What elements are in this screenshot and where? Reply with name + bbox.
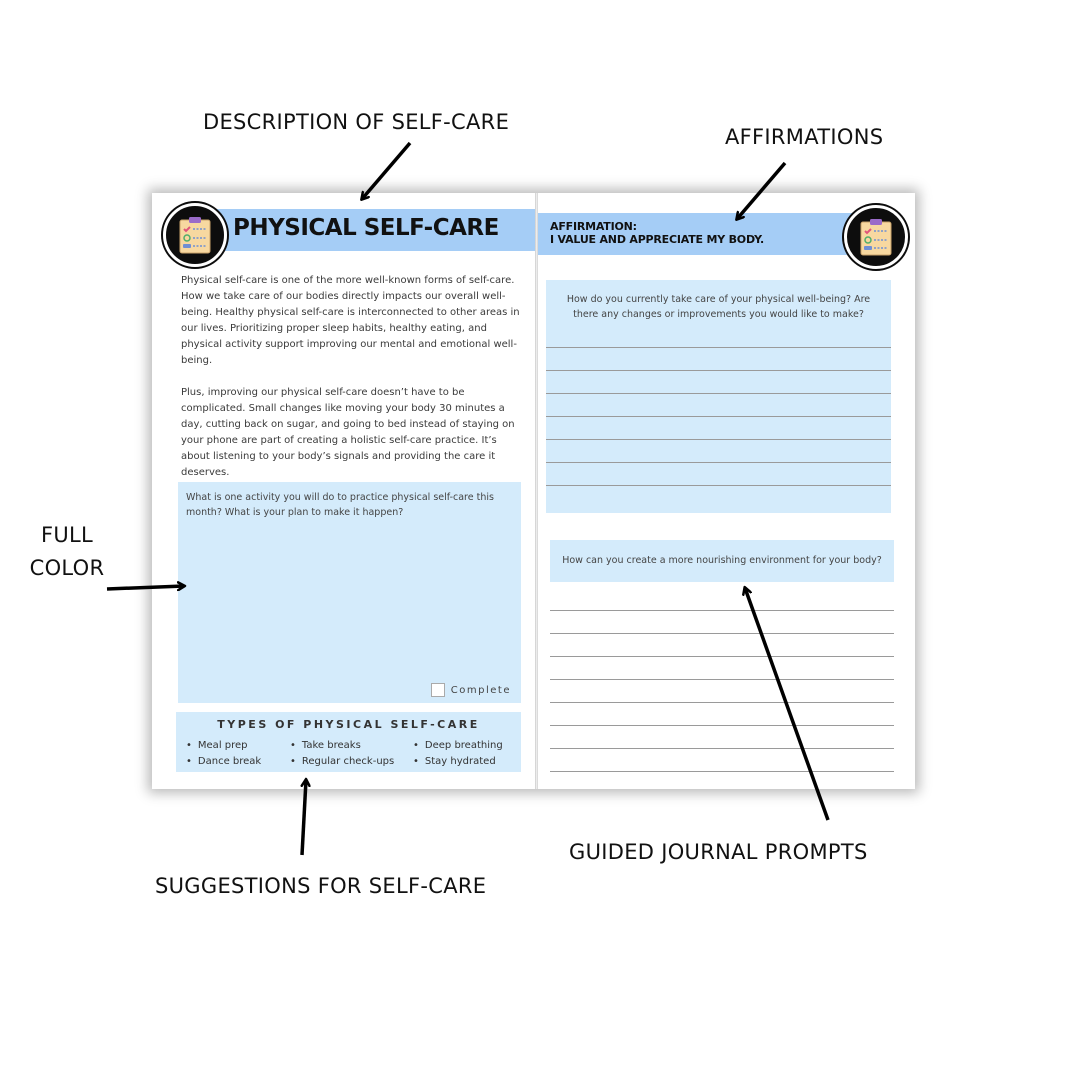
affirmation-statement: I VALUE AND APPRECIATE MY BODY. [550, 233, 764, 246]
writing-line [546, 393, 891, 394]
clipboard-checklist-icon [179, 216, 211, 254]
writing-line [546, 370, 891, 371]
list-item: • Take breaks [290, 738, 394, 754]
description-paragraph-2: Plus, improving our physical self-care doesn’t have to be complicated. Small changes like moving your body 30 minutes a day, cutting back on sugar, and going to bed instead of staying on your phone are part of creating a holistic self-care practice. It’s about listening to your body’s signals and providing the care it deserves. [181, 387, 515, 478]
list-item: • Meal prep [186, 738, 261, 754]
description-text [181, 273, 523, 497]
writing-line [550, 702, 894, 703]
types-of-self-care-box [176, 712, 521, 772]
writing-line [550, 610, 894, 611]
monthly-activity-question: What is one activity you will do to practice physical self-care this month? What is your plan to make it happen? [186, 492, 494, 518]
right-page [538, 195, 915, 787]
left-page [155, 195, 535, 787]
journal-prompt-box-2[interactable] [550, 540, 894, 582]
affirmation-text [550, 220, 764, 246]
list-item: • Stay hydrated [413, 754, 503, 770]
affirmation-label: AFFIRMATION: [550, 220, 637, 233]
writing-line [550, 748, 894, 749]
complete-checkbox[interactable] [431, 683, 511, 697]
types-title: TYPES OF PHYSICAL SELF-CARE [217, 718, 480, 731]
writing-line [546, 439, 891, 440]
types-column-1 [186, 738, 261, 770]
writing-line [550, 656, 894, 657]
types-column-2 [290, 738, 394, 770]
list-item: • Regular check-ups [290, 754, 394, 770]
page-title: PHYSICAL SELF-CARE [233, 215, 499, 241]
callout-description: DESCRIPTION OF SELF-CARE [203, 110, 510, 134]
callout-guided-prompts: GUIDED JOURNAL PROMPTS [569, 840, 868, 864]
writing-line [550, 725, 894, 726]
monthly-activity-prompt-box[interactable] [178, 482, 521, 703]
arrow-suggestions [302, 780, 306, 855]
arrow-description [362, 143, 410, 199]
callout-affirmations: AFFIRMATIONS [725, 125, 884, 149]
writing-line [546, 462, 891, 463]
list-item: • Dance break [186, 754, 261, 770]
writing-line [550, 633, 894, 634]
writing-line [546, 485, 891, 486]
journal-prompt-box-1[interactable] [546, 280, 891, 513]
journal-question-1: How do you currently take care of your physical well-being? Are there any changes or improvements you would like to make? [566, 294, 871, 320]
writing-line [546, 347, 891, 348]
clipboard-badge [844, 205, 908, 269]
callout-full-color: FULL COLOR [29, 523, 105, 580]
list-item: • Deep breathing [413, 738, 503, 754]
writing-line [546, 416, 891, 417]
checkbox-square[interactable] [431, 683, 445, 697]
journal-question-2: How can you create a more nourishing environment for your body? [562, 555, 882, 566]
clipboard-checklist-icon [860, 218, 892, 256]
writing-line [550, 679, 894, 680]
writing-line [550, 771, 894, 772]
clipboard-badge [163, 203, 227, 267]
callout-suggestions: SUGGESTIONS FOR SELF-CARE [155, 874, 487, 898]
complete-label: Complete [450, 684, 511, 696]
description-paragraph-1: Physical self-care is one of the more well-known forms of self-care. How we take care of our bodies directly impacts our overall well-being. Healthy physical self-care is interconnected to other areas in our lives. Prioritizing proper sleep habits, healthy eating, and physical activity support improving our mental and emotional well-being. [181, 275, 520, 366]
types-column-3 [413, 738, 503, 770]
